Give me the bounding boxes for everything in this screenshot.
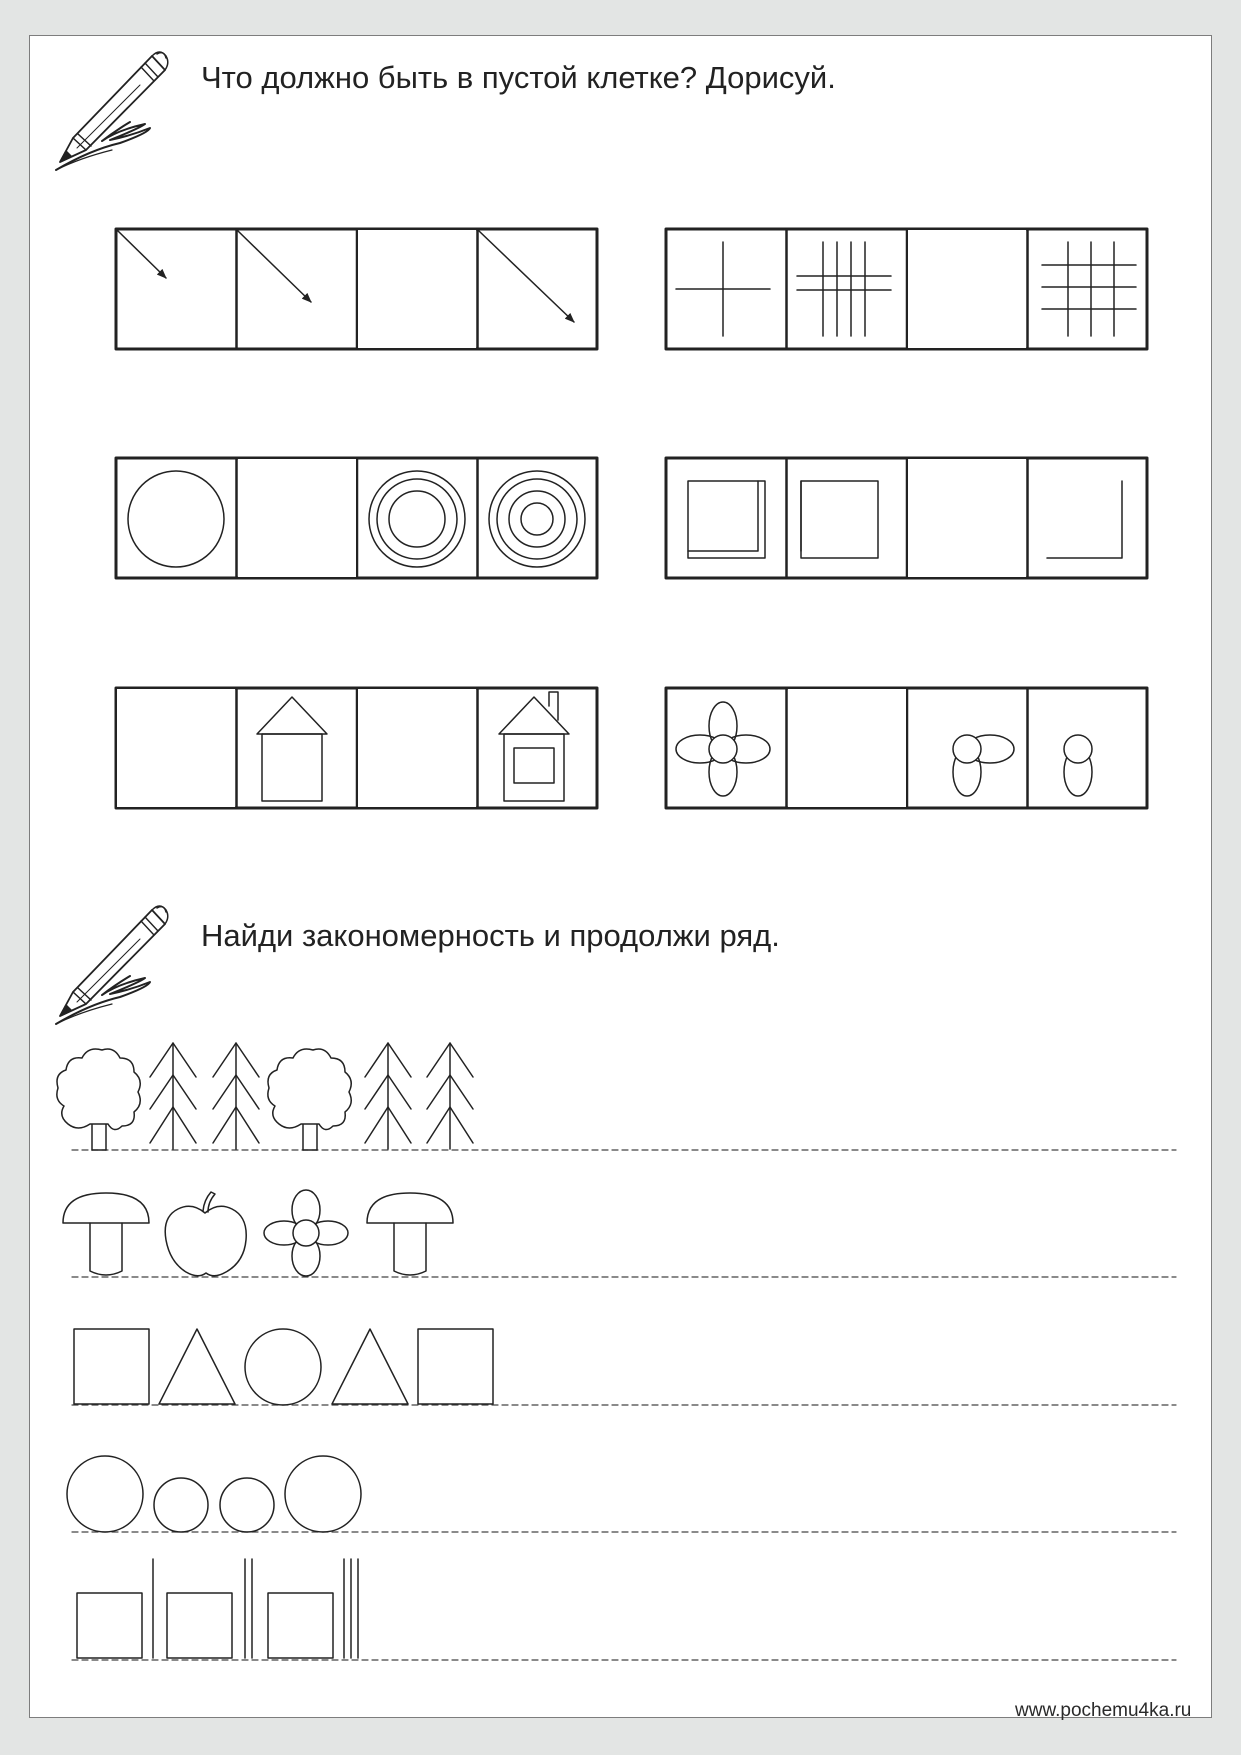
pencil-icon [56,52,168,170]
arrow-icon [479,231,574,322]
square-icon [77,1593,142,1658]
fir-icon [427,1043,473,1149]
house-with-window-icon [499,692,569,801]
triple-line-icon [344,1559,358,1658]
corner-icon [1047,481,1122,558]
flower-one-petal-icon [1064,735,1092,796]
empty-cell[interactable] [908,459,1026,577]
flower-two-petals-icon [953,735,1014,796]
triangle-icon [332,1329,408,1404]
circle-icon [128,471,224,567]
apple-icon [165,1192,246,1276]
puzzle-grid-lines [666,229,1147,349]
puzzle-house [116,688,597,808]
fir-icon [150,1043,196,1149]
house-icon [257,697,327,801]
fir-icon [365,1043,411,1149]
puzzle-arrows [116,229,597,349]
small-circle-icon [220,1478,274,1532]
big-circle-icon [285,1456,361,1532]
mushroom-icon [367,1193,453,1275]
four-rings-icon [489,471,585,567]
square-icon [268,1593,333,1658]
square-frame-icon [688,481,765,558]
empty-cell[interactable] [117,689,235,807]
square-frame-icon [801,481,878,558]
task2-instruction: Найди закономерность и продолжи ряд. [201,918,780,953]
pencil-icon [56,906,168,1024]
empty-cell[interactable] [238,459,356,577]
empty-cell[interactable] [358,230,476,348]
tree-icon [268,1049,351,1150]
puzzle-rings [116,458,597,578]
puzzle-square-corners [666,458,1147,578]
triangle-icon [159,1329,235,1404]
arrow-icon [238,231,311,302]
empty-cell[interactable] [908,230,1026,348]
empty-cell[interactable] [358,689,476,807]
square-icon [418,1329,493,1404]
site-watermark: www.pochemu4ka.ru [1015,1700,1192,1721]
puzzle-flower [666,688,1147,808]
empty-cell[interactable] [788,689,906,807]
circle-icon [245,1329,321,1405]
double-line-icon [245,1559,252,1658]
cross-lines-icon [676,242,770,336]
double-cross-lines-icon [797,242,891,336]
three-rings-icon [369,471,465,567]
tree-icon [57,1049,140,1150]
small-circle-icon [154,1478,208,1532]
arrow-icon [118,231,166,278]
flower-icon [264,1190,348,1276]
mushroom-icon [63,1193,149,1275]
square-icon [167,1593,232,1658]
flower-icon [676,702,770,796]
square-icon [74,1329,149,1404]
task1-instruction: Что должно быть в пустой клетке? Дорисуй. [201,60,836,95]
fir-icon [213,1043,259,1149]
big-circle-icon [67,1456,143,1532]
grid-lines-icon [1042,242,1136,336]
